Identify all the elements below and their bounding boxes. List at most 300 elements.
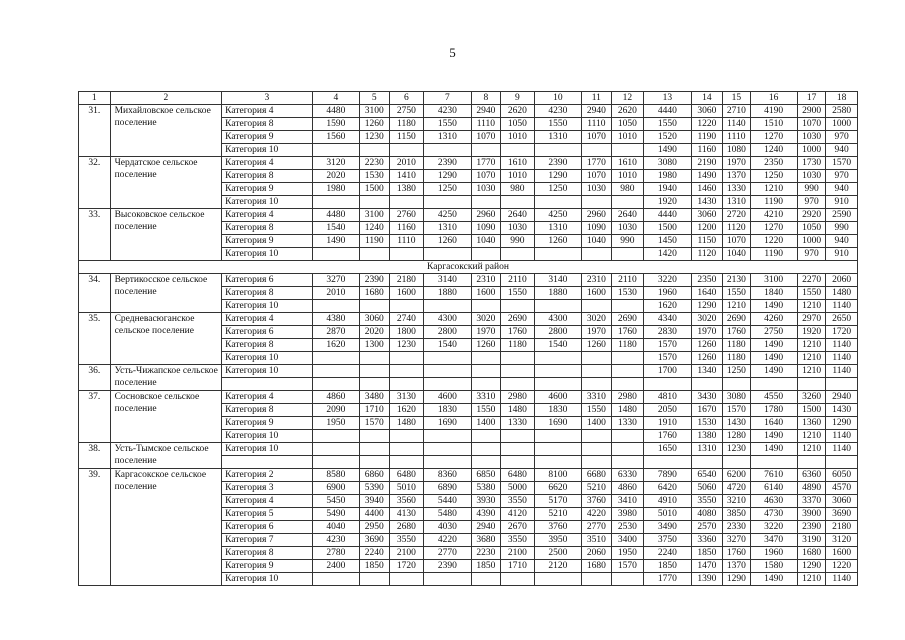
value-cell: 4860 xyxy=(312,391,359,404)
value-cell: 1650 xyxy=(644,443,691,456)
category-cell: Категория 4 xyxy=(222,495,313,508)
value-cell: 3100 xyxy=(750,274,797,287)
category-cell: Категория 9 xyxy=(222,560,313,573)
value-cell: 1070 xyxy=(797,118,825,131)
value-cell xyxy=(312,352,359,365)
value-cell: 1710 xyxy=(501,560,535,573)
value-cell: 2940 xyxy=(826,391,858,404)
value-cell: 1260 xyxy=(424,235,471,248)
value-cell: 2780 xyxy=(312,547,359,560)
value-cell: 2020 xyxy=(360,326,389,339)
value-cell xyxy=(534,365,581,378)
value-cell: 1540 xyxy=(534,339,581,352)
value-cell xyxy=(389,144,424,157)
value-cell: 1140 xyxy=(826,365,858,378)
value-cell: 2900 xyxy=(797,105,825,118)
value-cell: 4120 xyxy=(501,508,535,521)
table-header-row xyxy=(79,92,858,105)
value-cell: 1030 xyxy=(797,170,825,183)
value-cell: 1490 xyxy=(750,339,797,352)
value-cell: 3550 xyxy=(501,495,535,508)
category-cell: Категория 4 xyxy=(222,391,313,404)
value-cell: 2800 xyxy=(424,326,471,339)
value-cell: 1260 xyxy=(471,339,500,352)
value-cell xyxy=(501,196,535,209)
value-cell xyxy=(582,378,611,391)
value-cell: 2400 xyxy=(312,560,359,573)
value-cell xyxy=(389,456,424,469)
table-row xyxy=(79,157,858,170)
value-cell: 1550 xyxy=(797,287,825,300)
value-cell: 1490 xyxy=(750,352,797,365)
column-header: 5 xyxy=(360,92,389,105)
value-cell: 1190 xyxy=(750,196,797,209)
value-cell: 1260 xyxy=(691,352,723,365)
value-cell: 4300 xyxy=(534,313,581,326)
value-cell: 1220 xyxy=(750,235,797,248)
value-cell: 5000 xyxy=(501,482,535,495)
value-cell: 2760 xyxy=(389,209,424,222)
value-cell: 8580 xyxy=(312,469,359,482)
value-cell xyxy=(389,378,424,391)
value-cell: 2940 xyxy=(471,105,500,118)
value-cell: 2390 xyxy=(797,521,825,534)
value-cell: 5210 xyxy=(582,482,611,495)
value-cell: 2110 xyxy=(501,274,535,287)
value-cell: 1070 xyxy=(582,131,611,144)
value-cell: 1120 xyxy=(723,222,750,235)
value-cell xyxy=(534,300,581,313)
value-cell: 1570 xyxy=(611,560,644,573)
value-cell: 5450 xyxy=(312,495,359,508)
value-cell: 1430 xyxy=(826,404,858,417)
value-cell xyxy=(534,144,581,157)
value-cell: 1480 xyxy=(501,404,535,417)
value-cell: 5480 xyxy=(424,508,471,521)
value-cell: 5010 xyxy=(644,508,691,521)
value-cell xyxy=(611,248,644,261)
value-cell: 1030 xyxy=(797,131,825,144)
value-cell: 3470 xyxy=(750,534,797,547)
value-cell: 5210 xyxy=(534,508,581,521)
value-cell: 2130 xyxy=(723,274,750,287)
table-row xyxy=(79,105,858,118)
value-cell: 1500 xyxy=(797,404,825,417)
category-cell: Категория 2 xyxy=(222,469,313,482)
value-cell: 1590 xyxy=(312,118,359,131)
column-header: 10 xyxy=(534,92,581,105)
value-cell: 1070 xyxy=(582,170,611,183)
value-cell: 1220 xyxy=(691,118,723,131)
value-cell: 1330 xyxy=(611,417,644,430)
value-cell: 1250 xyxy=(424,183,471,196)
value-cell: 2960 xyxy=(471,209,500,222)
value-cell: 2940 xyxy=(471,521,500,534)
value-cell: 8360 xyxy=(424,469,471,482)
value-cell: 2620 xyxy=(501,105,535,118)
value-cell: 1070 xyxy=(471,170,500,183)
category-cell: Категория 8 xyxy=(222,118,313,131)
category-cell: Категория 4 xyxy=(222,313,313,326)
category-cell: Категория 4 xyxy=(222,209,313,222)
value-cell xyxy=(312,443,359,456)
value-cell: 6480 xyxy=(389,469,424,482)
value-cell: 5010 xyxy=(389,482,424,495)
value-cell: 970 xyxy=(797,248,825,261)
value-cell: 8100 xyxy=(534,469,581,482)
value-cell: 1460 xyxy=(691,183,723,196)
tariff-table xyxy=(78,91,858,586)
value-cell: 1010 xyxy=(611,170,644,183)
column-header: 3 xyxy=(222,92,313,105)
value-cell: 5170 xyxy=(534,495,581,508)
value-cell xyxy=(501,573,535,586)
settlement-name: Вертикосское сельское поселение xyxy=(110,274,222,313)
row-index: 37. xyxy=(79,391,111,443)
value-cell: 1600 xyxy=(582,287,611,300)
value-cell: 1620 xyxy=(644,300,691,313)
value-cell: 4910 xyxy=(644,495,691,508)
value-cell: 4890 xyxy=(797,482,825,495)
value-cell: 4440 xyxy=(644,209,691,222)
value-cell: 1160 xyxy=(389,222,424,235)
value-cell: 1380 xyxy=(691,430,723,443)
value-cell: 7610 xyxy=(750,469,797,482)
value-cell: 1480 xyxy=(611,404,644,417)
value-cell: 1300 xyxy=(360,339,389,352)
row-index: 38. xyxy=(79,443,111,469)
value-cell: 1550 xyxy=(471,404,500,417)
value-cell: 1260 xyxy=(691,339,723,352)
value-cell: 2960 xyxy=(582,209,611,222)
value-cell: 1980 xyxy=(312,183,359,196)
value-cell: 3060 xyxy=(691,209,723,222)
value-cell: 990 xyxy=(797,183,825,196)
value-cell xyxy=(750,378,797,391)
value-cell: 1530 xyxy=(360,170,389,183)
value-cell xyxy=(360,196,389,209)
value-cell: 1250 xyxy=(723,365,750,378)
value-cell: 1180 xyxy=(723,339,750,352)
value-cell: 1030 xyxy=(582,183,611,196)
value-cell: 2770 xyxy=(582,521,611,534)
category-cell: Категория 10 xyxy=(222,144,313,157)
category-cell: Категория 10 xyxy=(222,573,313,586)
value-cell: 3360 xyxy=(691,534,723,547)
column-header: 6 xyxy=(389,92,424,105)
category-cell xyxy=(222,378,313,391)
category-cell: Категория 10 xyxy=(222,300,313,313)
value-cell: 3100 xyxy=(360,105,389,118)
value-cell xyxy=(644,378,691,391)
value-cell: 1310 xyxy=(534,222,581,235)
page-number: 5 xyxy=(449,45,456,60)
value-cell xyxy=(312,573,359,586)
value-cell: 1540 xyxy=(312,222,359,235)
value-cell xyxy=(611,430,644,443)
value-cell: 1830 xyxy=(534,404,581,417)
value-cell: 1970 xyxy=(471,326,500,339)
value-cell xyxy=(424,456,471,469)
value-cell: 6140 xyxy=(750,482,797,495)
value-cell xyxy=(723,456,750,469)
value-cell xyxy=(501,144,535,157)
value-cell: 1200 xyxy=(691,222,723,235)
value-cell: 1210 xyxy=(797,352,825,365)
category-cell xyxy=(222,456,313,469)
value-cell xyxy=(471,300,500,313)
value-cell: 1720 xyxy=(826,326,858,339)
value-cell: 4440 xyxy=(644,105,691,118)
value-cell: 1360 xyxy=(797,417,825,430)
value-cell: 2390 xyxy=(534,157,581,170)
value-cell: 1050 xyxy=(501,118,535,131)
value-cell: 1420 xyxy=(644,248,691,261)
settlement-name: Высоковское сельское поселение xyxy=(110,209,222,261)
value-cell: 2720 xyxy=(723,209,750,222)
value-cell: 2240 xyxy=(644,547,691,560)
value-cell: 1040 xyxy=(471,235,500,248)
value-cell: 3060 xyxy=(360,313,389,326)
value-cell: 1160 xyxy=(691,144,723,157)
value-cell xyxy=(424,430,471,443)
value-cell: 4260 xyxy=(750,313,797,326)
value-cell: 1250 xyxy=(534,183,581,196)
value-cell xyxy=(501,456,535,469)
value-cell: 1700 xyxy=(644,365,691,378)
value-cell: 1570 xyxy=(644,339,691,352)
value-cell: 1710 xyxy=(360,404,389,417)
value-cell: 1310 xyxy=(534,131,581,144)
value-cell xyxy=(582,443,611,456)
value-cell: 1050 xyxy=(797,222,825,235)
value-cell: 940 xyxy=(826,144,858,157)
row-index: 35. xyxy=(79,313,111,365)
value-cell: 1260 xyxy=(360,118,389,131)
value-cell: 2740 xyxy=(389,313,424,326)
value-cell: 1610 xyxy=(501,157,535,170)
value-cell: 1270 xyxy=(750,222,797,235)
value-cell: 2230 xyxy=(360,157,389,170)
value-cell xyxy=(582,352,611,365)
value-cell: 2710 xyxy=(723,105,750,118)
value-cell: 1240 xyxy=(360,222,389,235)
category-cell: Категория 8 xyxy=(222,339,313,352)
value-cell: 2100 xyxy=(389,547,424,560)
value-cell: 1220 xyxy=(826,560,858,573)
value-cell: 1680 xyxy=(797,547,825,560)
value-cell: 1850 xyxy=(691,547,723,560)
value-cell: 1330 xyxy=(723,183,750,196)
value-cell xyxy=(582,300,611,313)
value-cell: 1640 xyxy=(691,287,723,300)
value-cell xyxy=(501,300,535,313)
value-cell: 2690 xyxy=(501,313,535,326)
value-cell: 910 xyxy=(826,196,858,209)
value-cell: 1830 xyxy=(424,404,471,417)
value-cell: 1490 xyxy=(750,573,797,586)
value-cell xyxy=(471,365,500,378)
value-cell: 910 xyxy=(826,248,858,261)
value-cell: 3400 xyxy=(611,534,644,547)
value-cell: 1970 xyxy=(691,326,723,339)
value-cell: 3190 xyxy=(797,534,825,547)
value-cell: 3080 xyxy=(723,391,750,404)
value-cell: 1620 xyxy=(312,339,359,352)
column-header: 4 xyxy=(312,92,359,105)
value-cell: 5060 xyxy=(691,482,723,495)
value-cell: 1110 xyxy=(389,235,424,248)
value-cell: 6420 xyxy=(644,482,691,495)
value-cell xyxy=(360,248,389,261)
category-cell: Категория 10 xyxy=(222,352,313,365)
value-cell xyxy=(534,443,581,456)
value-cell: 4250 xyxy=(534,209,581,222)
value-cell: 4480 xyxy=(312,105,359,118)
value-cell xyxy=(471,456,500,469)
value-cell: 2390 xyxy=(360,274,389,287)
value-cell xyxy=(360,378,389,391)
value-cell: 1010 xyxy=(501,131,535,144)
value-cell xyxy=(312,300,359,313)
district-label: Каргасокский район xyxy=(79,261,858,274)
value-cell: 6890 xyxy=(424,482,471,495)
value-cell: 3940 xyxy=(360,495,389,508)
value-cell: 1310 xyxy=(424,222,471,235)
value-cell: 3020 xyxy=(691,313,723,326)
table-row xyxy=(79,469,858,482)
value-cell: 4210 xyxy=(750,209,797,222)
value-cell xyxy=(424,352,471,365)
value-cell: 1140 xyxy=(826,352,858,365)
column-header: 7 xyxy=(424,92,471,105)
value-cell: 2330 xyxy=(723,521,750,534)
value-cell: 1940 xyxy=(644,183,691,196)
value-cell: 2010 xyxy=(312,287,359,300)
category-cell: Категория 8 xyxy=(222,287,313,300)
value-cell: 1490 xyxy=(750,430,797,443)
value-cell: 1110 xyxy=(471,118,500,131)
value-cell: 2350 xyxy=(691,274,723,287)
value-cell: 4220 xyxy=(424,534,471,547)
category-cell: Категория 10 xyxy=(222,248,313,261)
value-cell: 1600 xyxy=(389,287,424,300)
value-cell: 2180 xyxy=(389,274,424,287)
value-cell xyxy=(389,430,424,443)
value-cell: 1410 xyxy=(389,170,424,183)
value-cell: 1490 xyxy=(750,365,797,378)
value-cell: 4040 xyxy=(312,521,359,534)
value-cell: 1620 xyxy=(389,404,424,417)
value-cell: 3100 xyxy=(360,209,389,222)
value-cell: 1290 xyxy=(797,560,825,573)
value-cell xyxy=(360,300,389,313)
value-cell: 1850 xyxy=(471,560,500,573)
category-cell: Категория 4 xyxy=(222,157,313,170)
value-cell: 3120 xyxy=(312,157,359,170)
value-cell xyxy=(471,430,500,443)
value-cell xyxy=(424,378,471,391)
value-cell: 3020 xyxy=(582,313,611,326)
value-cell xyxy=(501,378,535,391)
value-cell: 4730 xyxy=(750,508,797,521)
value-cell: 1010 xyxy=(501,170,535,183)
value-cell: 1430 xyxy=(691,196,723,209)
value-cell: 1180 xyxy=(723,352,750,365)
value-cell: 1570 xyxy=(723,404,750,417)
value-cell xyxy=(534,378,581,391)
value-cell: 2650 xyxy=(826,313,858,326)
value-cell: 1490 xyxy=(750,443,797,456)
value-cell: 4230 xyxy=(424,105,471,118)
value-cell: 7890 xyxy=(644,469,691,482)
value-cell: 1150 xyxy=(389,131,424,144)
value-cell: 2530 xyxy=(611,521,644,534)
value-cell: 1310 xyxy=(691,443,723,456)
column-header: 16 xyxy=(750,92,797,105)
value-cell: 1690 xyxy=(534,417,581,430)
value-cell: 3760 xyxy=(534,521,581,534)
value-cell xyxy=(611,443,644,456)
value-cell: 1490 xyxy=(691,170,723,183)
district-row xyxy=(79,261,858,274)
value-cell: 1310 xyxy=(723,196,750,209)
value-cell: 3080 xyxy=(644,157,691,170)
row-index: 32. xyxy=(79,157,111,209)
value-cell: 4340 xyxy=(644,313,691,326)
value-cell: 3370 xyxy=(797,495,825,508)
category-cell: Категория 6 xyxy=(222,274,313,287)
value-cell: 4030 xyxy=(424,521,471,534)
value-cell: 4480 xyxy=(312,209,359,222)
column-header: 12 xyxy=(611,92,644,105)
value-cell: 3490 xyxy=(644,521,691,534)
value-cell xyxy=(312,378,359,391)
value-cell: 1800 xyxy=(389,326,424,339)
value-cell: 1680 xyxy=(582,560,611,573)
value-cell: 3760 xyxy=(582,495,611,508)
value-cell: 4230 xyxy=(312,534,359,547)
value-cell: 1480 xyxy=(389,417,424,430)
value-cell: 2750 xyxy=(750,326,797,339)
value-cell xyxy=(424,248,471,261)
value-cell xyxy=(691,456,723,469)
value-cell xyxy=(797,456,825,469)
value-cell xyxy=(611,378,644,391)
value-cell: 1310 xyxy=(424,131,471,144)
value-cell: 1920 xyxy=(797,326,825,339)
value-cell: 940 xyxy=(826,235,858,248)
value-cell xyxy=(312,248,359,261)
category-cell: Категория 8 xyxy=(222,222,313,235)
value-cell: 1640 xyxy=(750,417,797,430)
value-cell: 1720 xyxy=(389,560,424,573)
category-cell: Категория 6 xyxy=(222,521,313,534)
value-cell: 5390 xyxy=(360,482,389,495)
value-cell: 2310 xyxy=(582,274,611,287)
table-row xyxy=(79,365,858,378)
value-cell xyxy=(611,352,644,365)
value-cell: 3060 xyxy=(826,495,858,508)
value-cell: 2050 xyxy=(644,404,691,417)
value-cell: 1570 xyxy=(826,157,858,170)
value-cell xyxy=(360,456,389,469)
value-cell: 1760 xyxy=(644,430,691,443)
value-cell: 1850 xyxy=(644,560,691,573)
value-cell: 2750 xyxy=(389,105,424,118)
value-cell: 990 xyxy=(826,222,858,235)
value-cell: 2920 xyxy=(797,209,825,222)
